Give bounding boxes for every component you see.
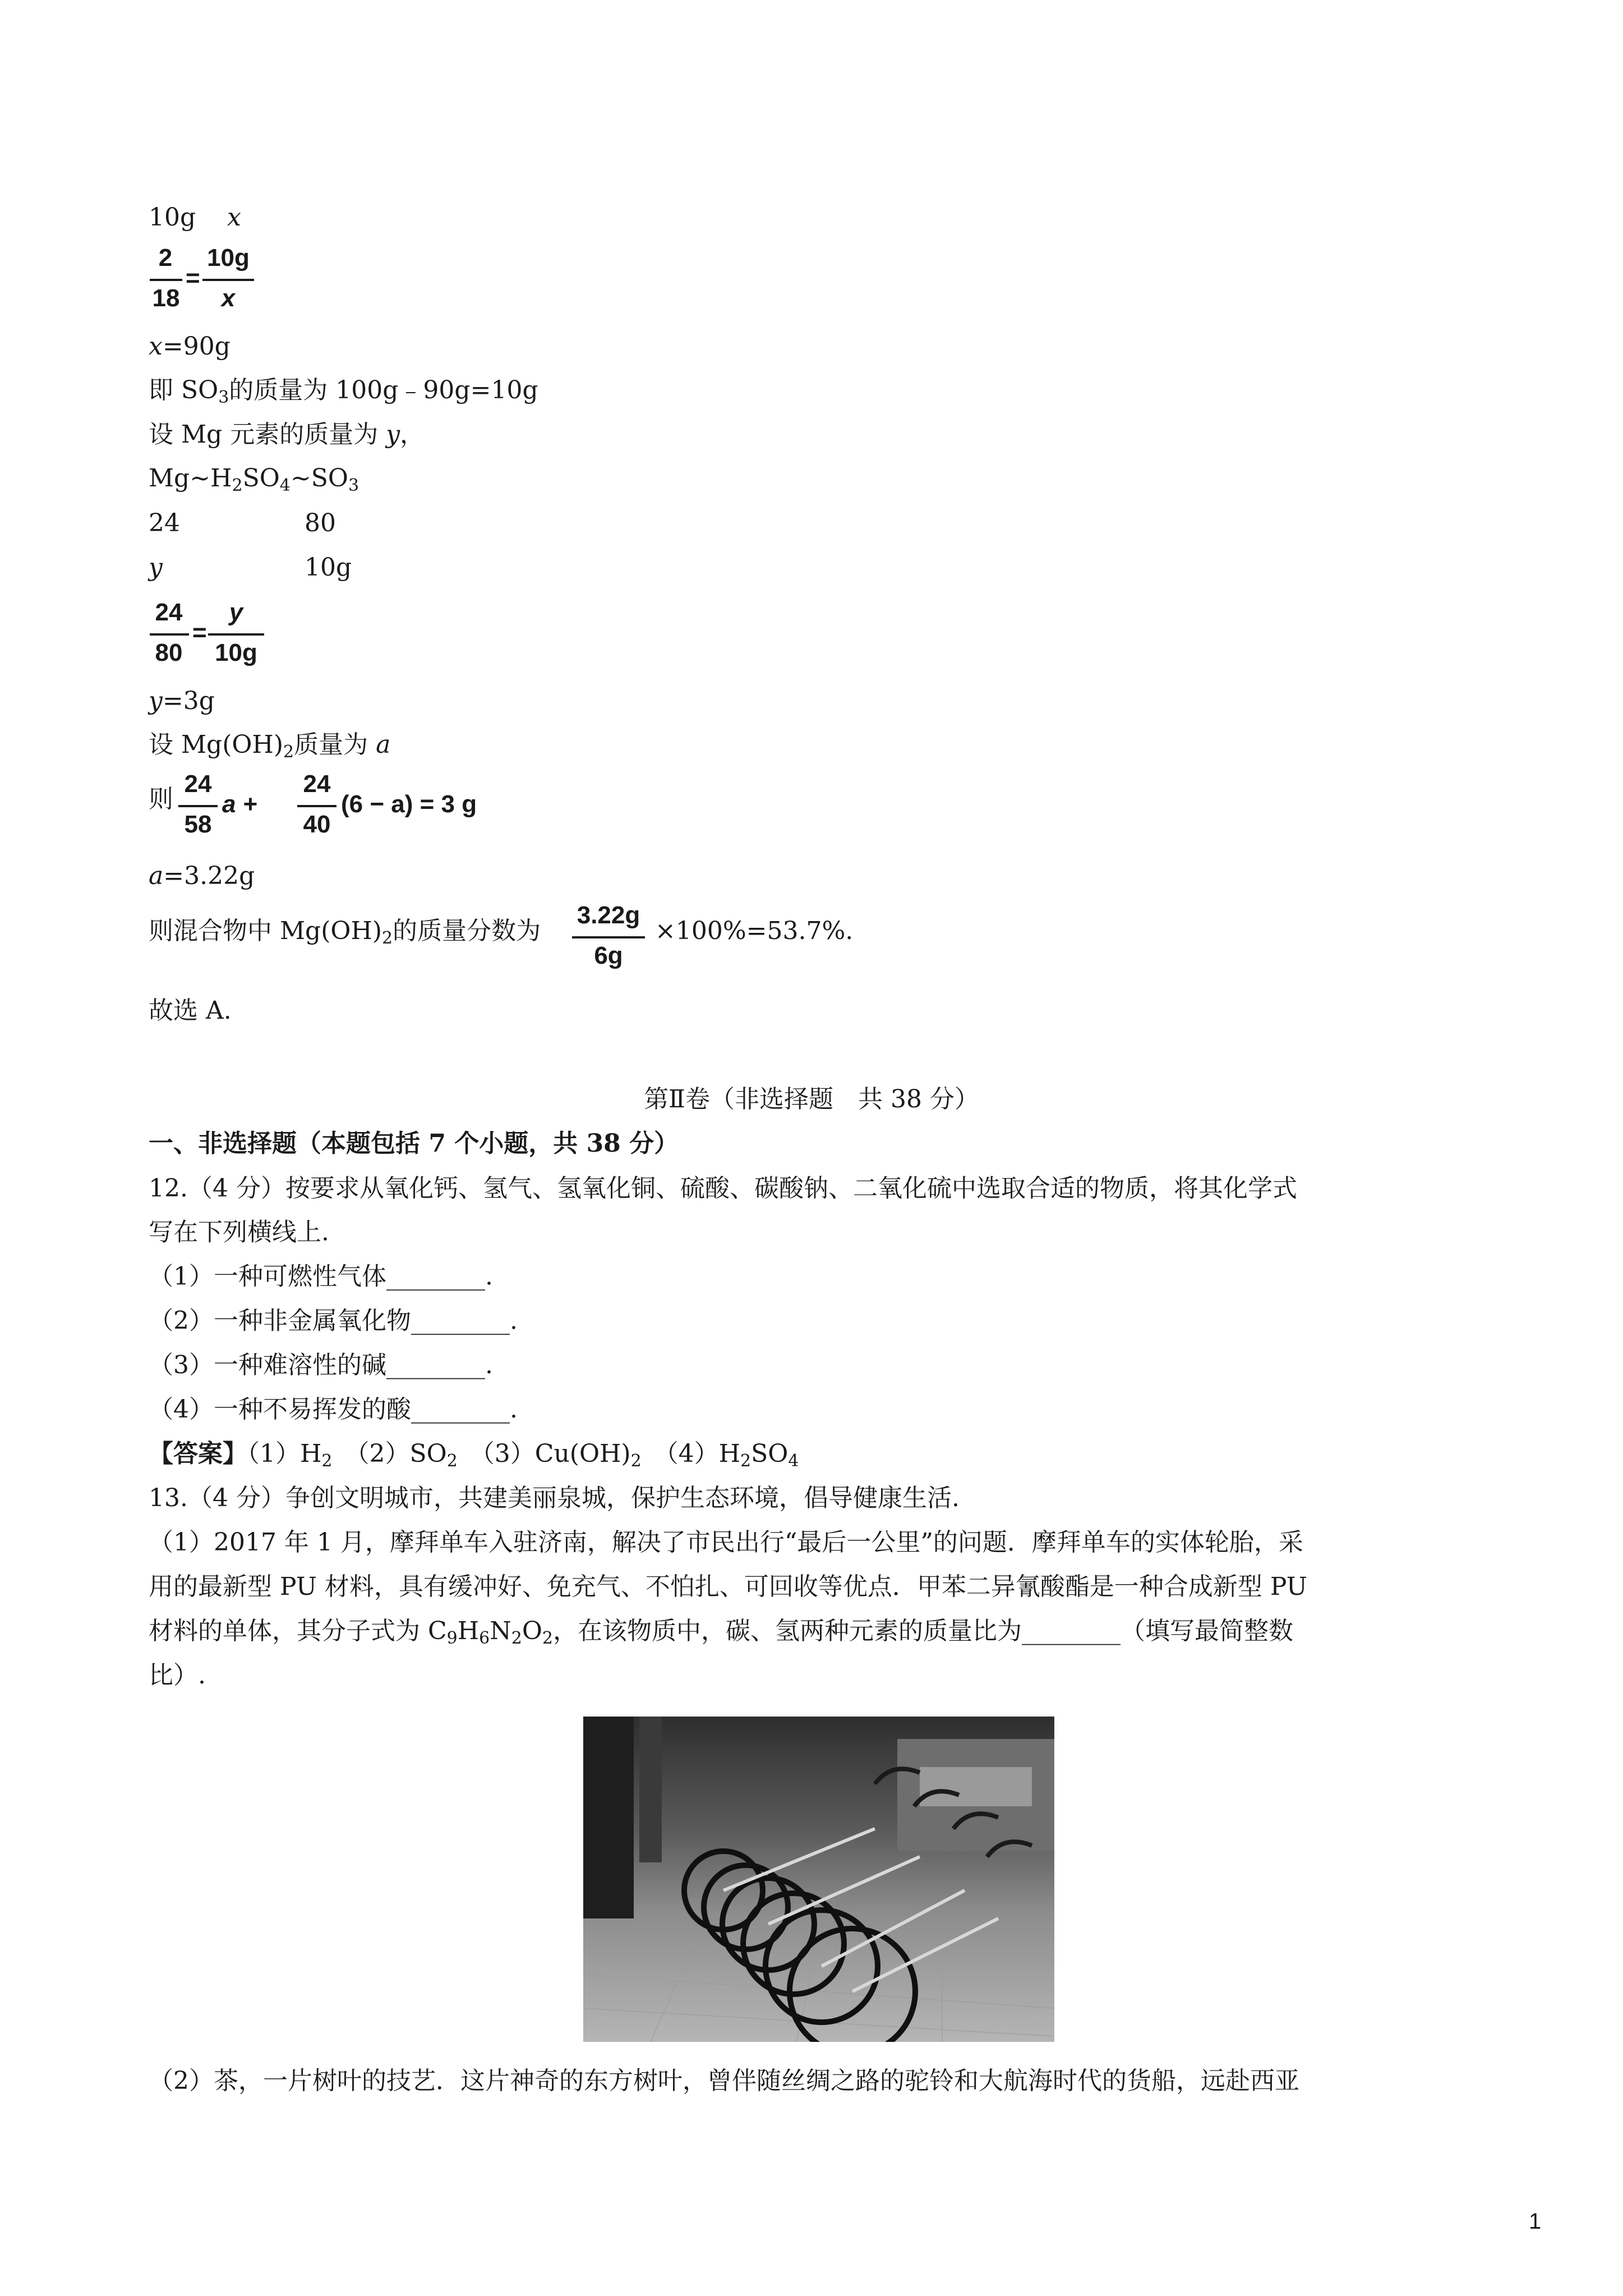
variable-x: x — [149, 332, 163, 361]
text: ， — [400, 420, 425, 449]
question-12-item: （4）一种不易挥发的酸________. — [149, 1395, 518, 1424]
fraction-denominator: 6g — [594, 942, 623, 969]
fraction-numerator: 2 — [158, 244, 173, 272]
value-text: 10g — [149, 203, 196, 232]
question-12-item: （2）一种非金属氧化物________. — [149, 1306, 518, 1335]
subscript: 2 — [321, 1451, 333, 1471]
fraction-bar — [150, 633, 189, 636]
subscript: 2 — [511, 1628, 522, 1648]
text: =3g — [162, 687, 215, 715]
fraction-numerator: 24 — [303, 770, 331, 798]
text: 的质量为 100g﹣90g=10g — [229, 376, 538, 404]
text: 设 Mg(OH) — [149, 730, 283, 759]
text: 则混合物中 Mg(OH) — [149, 917, 382, 945]
text: SO — [751, 1439, 789, 1468]
question-12-item: （1）一种可燃性气体________. — [149, 1262, 493, 1291]
variable-a: a — [376, 730, 391, 759]
fraction-bar — [572, 936, 645, 938]
calc-line — [149, 418, 425, 452]
equals-sign: = — [192, 619, 207, 646]
fraction-numerator: 24 — [184, 770, 212, 798]
text: =3.22g — [163, 862, 255, 890]
text: 24 — [149, 509, 180, 537]
text: 10g — [305, 553, 352, 582]
question-13-text: 13.（4 分）争创文明城市，共建美丽泉城，保护生态环境，倡导健康生活. — [149, 1484, 960, 1512]
question-13-text: 用的最新型 PU 材料，具有缓冲好、免充气、不怕扎、可回收等优点．甲苯二异氰酸酯是一种合成新型 PU — [149, 1572, 1307, 1601]
fraction-denominator: 18 — [152, 284, 180, 312]
answer-choice: 故选 A. — [149, 996, 232, 1025]
part-heading: 一、非选择题（本题包括 7 个小题，共 38 分） — [149, 1129, 679, 1158]
text: 的质量分数为 — [393, 917, 541, 945]
subscript: 2 — [542, 1628, 553, 1648]
question-13-text: （1）2017 年 1 月，摩拜单车入驻济南，解决了市民出行“最后一公里”的问题．摩拜单车的实体轮胎，采 — [149, 1528, 1303, 1557]
calc-line — [149, 330, 230, 364]
then-label: 则 — [149, 785, 173, 813]
bike-sharing-photo — [583, 1717, 1054, 2042]
fraction-numerator: 10g — [207, 244, 250, 272]
page-number: 1 — [1529, 2209, 1542, 2234]
subscript: 3 — [218, 388, 229, 407]
mass-equation — [178, 770, 582, 843]
calc-line — [149, 374, 538, 415]
calc-line — [149, 684, 215, 718]
calc-line — [149, 728, 390, 769]
fraction-numerator: 3.22g — [577, 901, 640, 929]
variable-y: y — [149, 553, 163, 582]
equals-sign: = — [186, 264, 200, 292]
fraction-denominator: x — [221, 284, 236, 312]
subscript: 4 — [279, 476, 291, 495]
fraction-bar — [297, 805, 336, 807]
variable-a: a — [149, 862, 164, 890]
value-text: =90g — [162, 332, 230, 361]
subscript: 6 — [479, 1628, 490, 1648]
fraction-bar — [202, 279, 254, 281]
mass-fraction — [572, 901, 651, 974]
text: （2）SO — [332, 1439, 447, 1468]
text: H — [457, 1617, 479, 1645]
fraction-bar — [208, 633, 264, 636]
fraction-numerator: 24 — [155, 599, 183, 626]
fraction-denominator: 40 — [303, 811, 331, 838]
subscript: 2 — [630, 1451, 642, 1471]
variable-x: x — [227, 203, 241, 232]
answer-label: 【答案】 — [149, 1439, 247, 1468]
subscript: 3 — [348, 476, 359, 495]
calc-line — [149, 507, 336, 540]
question-12-text: 12.（4 分）按要求从氧化钙、氢气、氢氧化铜、硫酸、碳酸钠、二氧化硫中选取合适的物质，将其化学式 — [149, 1174, 1297, 1203]
text: 设 Mg 元素的质量为 — [149, 420, 386, 449]
subscript: 9 — [446, 1628, 458, 1648]
fraction-numerator: y — [229, 599, 243, 626]
subscript: 4 — [788, 1451, 799, 1471]
fraction-denominator: 10g — [215, 639, 257, 666]
variable-y: y — [149, 687, 163, 715]
text: 80 — [305, 509, 336, 537]
text: （1）H — [247, 1439, 322, 1468]
proportion-equation — [149, 599, 272, 671]
question-13-text: 比）. — [149, 1661, 206, 1690]
subscript: 2 — [381, 928, 393, 948]
text: （4）H — [641, 1439, 741, 1468]
section-title: 第Ⅱ卷（非选择题 共 38 分） — [644, 1085, 979, 1114]
equation-term: (6 − a) = 3 g — [341, 790, 477, 818]
fraction-bar — [178, 805, 218, 807]
text: ~SO — [290, 464, 348, 493]
question-12-text: 写在下列横线上. — [149, 1218, 329, 1246]
text: N — [490, 1617, 511, 1645]
question-12-answer — [149, 1437, 799, 1478]
calc-line — [149, 462, 359, 503]
fraction-denominator: 80 — [155, 639, 183, 666]
bicycles-image — [583, 1717, 1054, 2042]
calc-line — [149, 201, 241, 234]
text: 材料的单体，其分子式为 C — [149, 1617, 447, 1645]
calc-line — [149, 914, 541, 955]
text: ，在该物质中，碳、氢两种元素的质量比为________（填写最简整数 — [552, 1617, 1293, 1645]
subscript: 2 — [232, 476, 243, 495]
text: 质量为 — [294, 730, 376, 759]
fraction-bar — [150, 279, 182, 281]
calc-line — [149, 859, 255, 893]
subscript: 2 — [740, 1451, 751, 1471]
question-13-text — [149, 1614, 1293, 1655]
text: Mg~H — [149, 464, 232, 493]
calc-line — [149, 551, 352, 585]
subscript: 2 — [446, 1451, 458, 1471]
text: 即 SO — [149, 376, 219, 404]
equation-term: a + — [222, 790, 257, 818]
text: O — [522, 1617, 542, 1645]
proportion-equation — [149, 244, 261, 317]
variable-y: y — [386, 420, 400, 449]
percent-result: ×100%=53.7%. — [655, 917, 854, 945]
question-12-item: （3）一种难溶性的碱________. — [149, 1351, 493, 1379]
fraction-denominator: 58 — [184, 811, 212, 838]
subscript: 2 — [283, 742, 294, 762]
question-13-text: （2）茶，一片树叶的技艺．这片神奇的东方树叶，曾伴随丝绸之路的驼铃和大航海时代的货船，远赴西亚 — [149, 2067, 1299, 2095]
text: SO — [242, 464, 280, 493]
text: （3）Cu(OH) — [457, 1439, 631, 1468]
